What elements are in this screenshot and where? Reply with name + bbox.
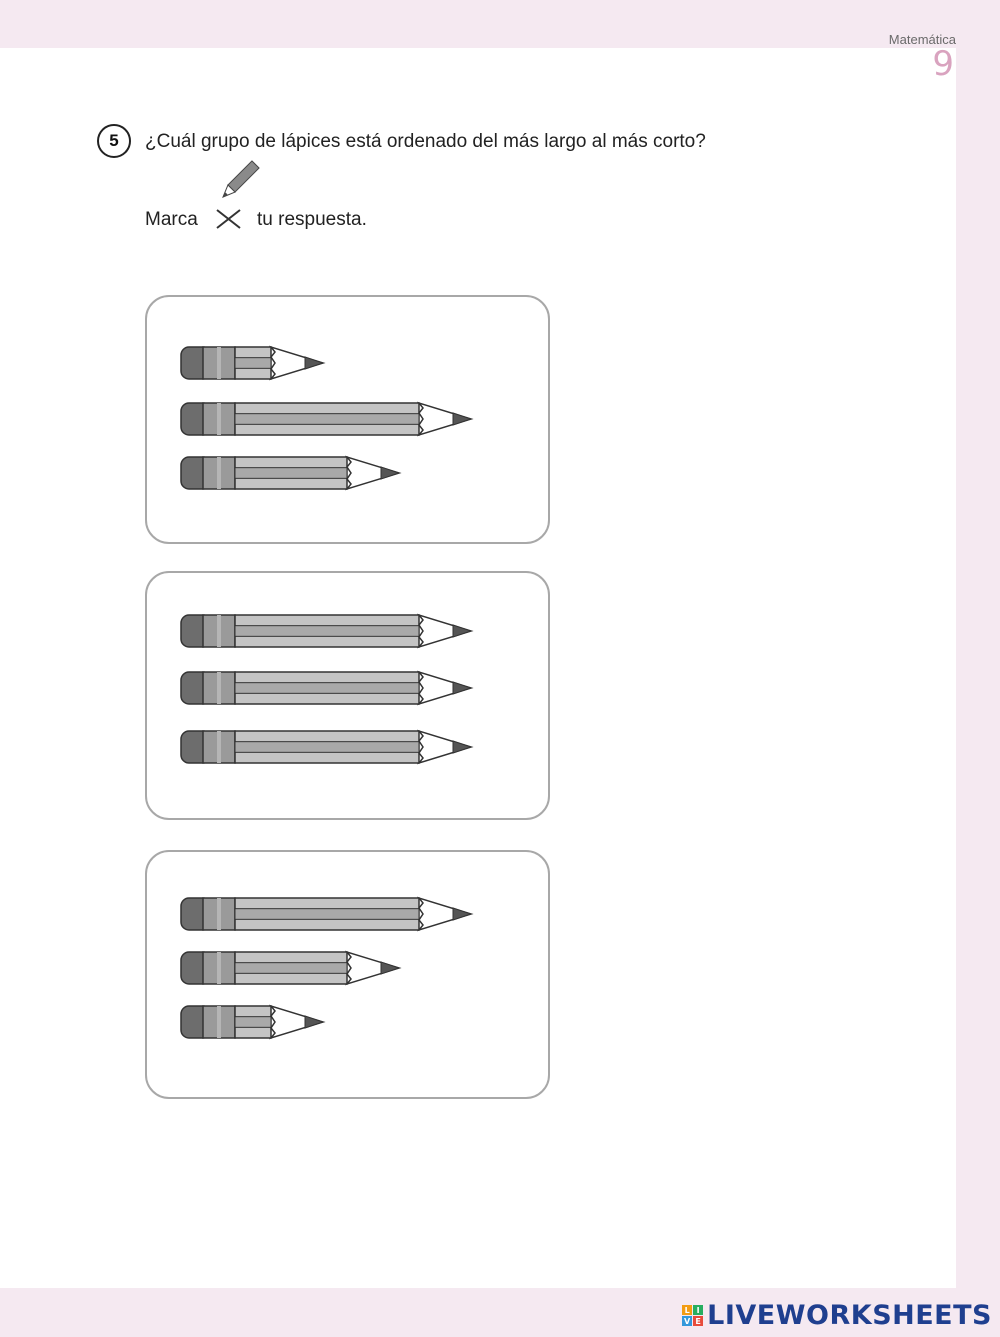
pencil-short — [181, 347, 323, 379]
pencil-mark-icon — [210, 160, 260, 235]
answer-option-b[interactable] — [145, 571, 550, 820]
pencil-group-a — [147, 297, 552, 546]
question-number: 5 — [97, 124, 131, 158]
pencil-group-b — [147, 573, 552, 822]
pencil-long — [181, 615, 471, 647]
pencil-medium — [181, 952, 399, 984]
pencil-medium — [181, 457, 399, 489]
instruction-after: tu respuesta. — [257, 209, 367, 230]
pencil-long — [181, 898, 471, 930]
page-number: 9 — [932, 44, 954, 84]
answer-option-a[interactable] — [145, 295, 550, 544]
question-text: ¿Cuál grupo de lápices está ordenado del más largo al más corto? — [145, 131, 706, 152]
brand-name: LIVEWORKSHEETS — [707, 1300, 992, 1331]
pencil-short — [181, 1006, 323, 1038]
answer-option-c[interactable] — [145, 850, 550, 1099]
pencil-group-c — [147, 852, 552, 1101]
subject-label: Matemática — [888, 32, 956, 47]
pencil-long — [181, 403, 471, 435]
pencil-long — [181, 731, 471, 763]
brand-logo-icon: L I V E — [682, 1305, 703, 1326]
brand — [682, 1300, 992, 1331]
pencil-long — [181, 672, 471, 704]
instruction-before: Marca — [145, 209, 198, 230]
